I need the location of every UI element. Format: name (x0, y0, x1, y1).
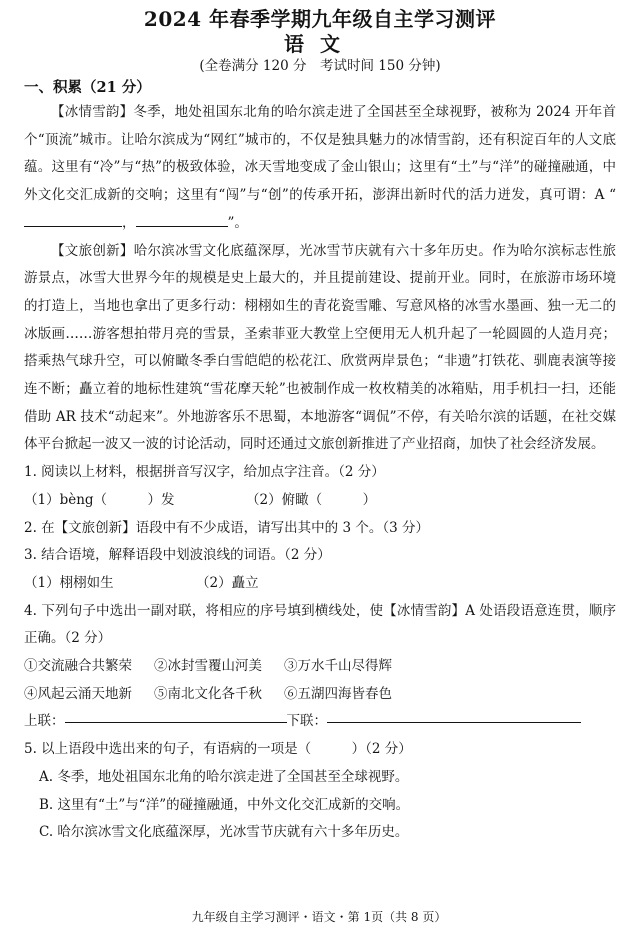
question-1-item-1: （1）bèng（ ）发 (24, 491, 175, 508)
question-5-option-b: B. 这里有“土”与“洋”的碰撞融通，中外文化交汇成新的交响。 (39, 796, 410, 813)
couplet-option-2: ②冰封雪覆山河美 (154, 658, 262, 675)
passage-ice-snow-comma: ， (122, 214, 136, 231)
lower-couplet-label: 下联： (286, 713, 327, 730)
question-4-stem: 4. 下列句子中选出一副对联，将相应的序号填到横线处，使【冰情雪韵】A 处语段语意连贯，顺序正确。（2 分） (24, 602, 616, 647)
question-3-stem: 3. 结合语境，解释语段中划波浪线的词语。（2 分） (24, 547, 331, 564)
exam-info: (全卷满分 120 分 考试时间 150 分钟) (199, 58, 441, 74)
question-3-item-1: （1）栩栩如生 (24, 574, 114, 591)
question-1-stem: 1. 阅读以上材料，根据拼音写汉字，给加点字注音。（2 分） (24, 464, 385, 481)
passage-ice-snow-text: 【冰情雪韵】冬季，地处祖国东北角的哈尔滨走进了全国甚至全球视野，被称为 2024 开年首个“顶流”城市。让哈尔滨成为“网红”城市的，不仅是独具魅力的冰情雪韵，还有积淀百年的人文底蕴。这里有“冷”与“热”的极致体验，冰天雪地变成了金山银山；这里有“土”与“洋”的碰撞融通，中外文化交汇成新的交响；这里有“闯”与“创”的传承开拓，澎湃出新时代的活力迸发，真可谓：A “ (24, 104, 616, 204)
subject-title: 语文 (284, 32, 356, 56)
question-5-option-c: C. 哈尔滨冰雪文化底蕴深厚，光冰雪节庆就有六十多年历史。 (39, 824, 409, 841)
lower-couplet-blank[interactable] (327, 708, 581, 723)
blank-a-second[interactable] (136, 212, 228, 227)
couplet-option-4: ④风起云涌天地新 (24, 685, 132, 702)
passage-culture-tourism: 【文旅创新】哈尔滨冰雪文化底蕴深厚，光冰雪节庆就有六十多年历史。作为哈尔滨标志性旅游景点，冰雪大世界今年的规模是史上最大的，并且提前建设、提前开业。同时，在旅游市场环境的打造上，当地也拿出了更多行动：栩栩如生的青花瓷雪雕、写意风格的冰雪水墨画、独一无二的冰版画……游客想拍带月亮的雪景，圣索菲亚大教堂上空便用无人机升起了一轮圆圆的人造月亮；搭乘热气球升空，可以俯瞰冬季白雪皑皑的松花江、欣赏两岸景色；“非遗”打铁花、驯鹿表演等接连不断；矗立着的地标性建筑“雪花摩天轮”也被制作成一枚枚精美的冰箱贴，用手机扫一扫，还能借助 AR 技术“动起来”。外地游客乐不思蜀，本地游客“调侃”不停，有关哈尔滨的话题，在社交媒体平台掀起一波又一波的讨论活动，同时还通过文旅创新推进了产业招商，加快了社会经济发展。 (24, 242, 616, 453)
question-5-stem: 5. 以上语段中选出来的句子，有语病的一项是（ ）（2 分） (24, 741, 412, 758)
couplet-option-1: ①交流融合共繁荣 (24, 658, 132, 675)
question-4-options-row-2 (24, 681, 616, 709)
couplet-option-6: ⑥五湖四海皆春色 (284, 685, 392, 702)
passage-ice-snow (24, 99, 616, 238)
question-3-items (24, 570, 616, 598)
question-2-stem: 2. 在【文旅创新】语段中有不少成语，请写出其中的 3 个。（3 分） (24, 519, 429, 536)
question-1-items (24, 487, 616, 515)
couplet-option-5: ⑤南北文化各千秋 (154, 685, 262, 702)
question-3-item-2: （2）矗立 (196, 574, 259, 591)
upper-couplet-blank[interactable] (65, 708, 287, 723)
question-5-option-a: A. 冬季，地处祖国东北角的哈尔滨走进了全国甚至全球视野。 (39, 768, 409, 785)
blank-a-first[interactable] (24, 212, 122, 227)
question-4-options-row-1 (24, 653, 616, 681)
question-4-answer-line (24, 708, 616, 736)
exam-title: 2024 年春季学期九年级自主学习测评 (143, 7, 497, 31)
passage-ice-snow-end: ”。 (227, 214, 248, 231)
upper-couplet-label: 上联： (24, 713, 65, 730)
section-heading: 一、积累（21 分） (24, 79, 151, 96)
couplet-option-3: ③万水千山尽得辉 (284, 658, 392, 675)
question-1-item-2: （2）俯瞰（ ） (246, 491, 377, 508)
page-footer: 九年级自主学习测评・语文・第 1页（共 8 页） (191, 910, 447, 924)
